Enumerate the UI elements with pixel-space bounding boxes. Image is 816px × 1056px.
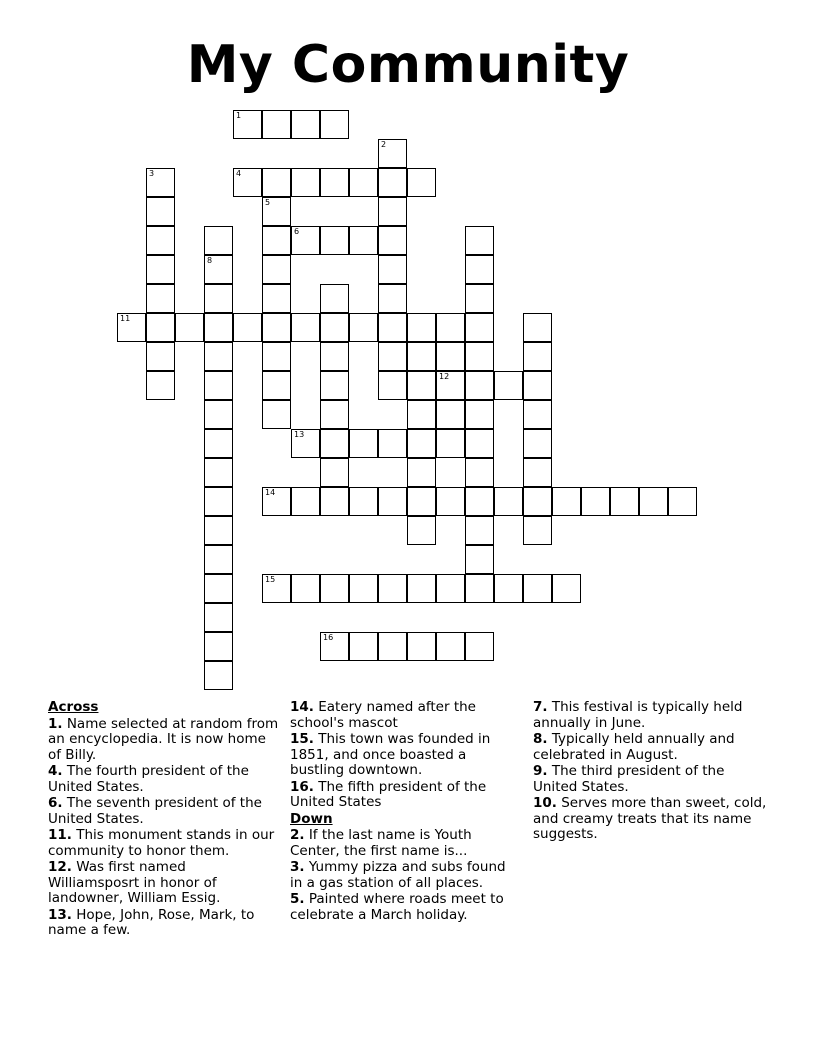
grid-cell[interactable]: [146, 313, 175, 342]
grid-cell[interactable]: [465, 313, 494, 342]
clue-text: Was first named Williamsposrt in honor of landowner, William Essig.: [48, 859, 221, 906]
grid-cell[interactable]: [262, 197, 291, 226]
grid-cell[interactable]: [262, 313, 291, 342]
grid-cell[interactable]: [291, 226, 320, 255]
grid-cell[interactable]: [378, 574, 407, 603]
clue-text: The fifth president of the United States: [290, 778, 487, 810]
grid-cell[interactable]: [523, 342, 552, 371]
grid-cell[interactable]: [146, 168, 175, 197]
grid-cell[interactable]: [320, 168, 349, 197]
grid-cell[interactable]: [465, 632, 494, 661]
clue-across-1: [48, 717, 280, 764]
cell-number: 8: [207, 256, 213, 265]
grid-cell[interactable]: [146, 255, 175, 284]
grid-cell[interactable]: [320, 400, 349, 429]
grid-cell[interactable]: [349, 313, 378, 342]
cell-number: 4: [236, 169, 242, 178]
grid-cell[interactable]: [523, 371, 552, 400]
grid-cell[interactable]: [610, 487, 639, 516]
clue-across-13: [48, 908, 280, 939]
grid-cell[interactable]: [436, 487, 465, 516]
grid-cell[interactable]: [262, 400, 291, 429]
grid-cell[interactable]: [204, 255, 233, 284]
grid-cell[interactable]: [523, 458, 552, 487]
clue-down-9: [533, 764, 768, 795]
clue-number: 5.: [290, 891, 305, 907]
grid-cell[interactable]: [146, 197, 175, 226]
clue-text: Serves more than sweet, cold, and creamy treats that its name suggests.: [533, 795, 767, 842]
clue-down-2: [290, 828, 512, 859]
grid-cell[interactable]: [204, 487, 233, 516]
clue-text: The seventh president of the United States.: [48, 795, 262, 827]
clue-number: 10.: [533, 795, 557, 811]
grid-cell[interactable]: [407, 458, 436, 487]
cell-number: 13: [294, 430, 305, 439]
grid-cell[interactable]: [465, 342, 494, 371]
grid-cell[interactable]: [465, 226, 494, 255]
clue-number: 9.: [533, 763, 548, 779]
grid-cell[interactable]: [378, 284, 407, 313]
clue-across-14: [290, 700, 512, 731]
grid-cell[interactable]: [407, 313, 436, 342]
grid-cell[interactable]: [291, 168, 320, 197]
grid-cell[interactable]: [407, 429, 436, 458]
clue-text: This monument stands in our community to honor them.: [48, 827, 275, 859]
grid-cell[interactable]: [465, 400, 494, 429]
clue-number: 8.: [533, 731, 548, 747]
grid-cell[interactable]: [320, 371, 349, 400]
cell-number: 16: [323, 633, 334, 642]
grid-cell[interactable]: [349, 487, 378, 516]
clue-text: Yummy pizza and subs found in a gas station of all places.: [290, 859, 506, 891]
clue-text: This festival is typically held annually in June.: [533, 699, 743, 731]
grid-cell[interactable]: [436, 400, 465, 429]
grid-cell[interactable]: [378, 197, 407, 226]
clue-number: 15.: [290, 731, 314, 747]
grid-cell[interactable]: [523, 487, 552, 516]
grid-cell[interactable]: [233, 110, 262, 139]
grid-cell[interactable]: [204, 661, 233, 690]
grid-cell[interactable]: [436, 342, 465, 371]
clue-down-3: [290, 860, 512, 891]
grid-cell[interactable]: [204, 632, 233, 661]
grid-cell[interactable]: [378, 342, 407, 371]
grid-cell[interactable]: [436, 371, 465, 400]
grid-cell[interactable]: [262, 255, 291, 284]
clue-number: 7.: [533, 699, 548, 715]
grid-cell[interactable]: [494, 487, 523, 516]
cell-number: 11: [120, 314, 131, 323]
cell-number: 1: [236, 111, 242, 120]
grid-cell[interactable]: [262, 168, 291, 197]
grid-cell[interactable]: [349, 574, 378, 603]
grid-cell[interactable]: [262, 110, 291, 139]
grid-cell[interactable]: [320, 284, 349, 313]
grid-cell[interactable]: [523, 429, 552, 458]
across-heading: Across: [48, 699, 99, 715]
down-heading: Down: [290, 810, 333, 827]
grid-cell[interactable]: [465, 284, 494, 313]
clue-across-15: [290, 732, 512, 779]
clue-down-5: [290, 892, 512, 923]
clue-column-1: [48, 700, 280, 940]
grid-cell[interactable]: [262, 487, 291, 516]
clue-number: 2.: [290, 827, 305, 843]
grid-cell[interactable]: [262, 371, 291, 400]
clue-text: Eatery named after the school's mascot: [290, 699, 476, 731]
grid-cell[interactable]: [465, 516, 494, 545]
grid-cell[interactable]: [262, 342, 291, 371]
grid-cell[interactable]: [204, 458, 233, 487]
grid-cell[interactable]: [204, 574, 233, 603]
grid-cell[interactable]: [204, 429, 233, 458]
clue-across-11: [48, 828, 280, 859]
clue-across-6: [48, 796, 280, 827]
grid-cell[interactable]: [204, 342, 233, 371]
cell-number: 14: [265, 488, 276, 497]
grid-cell[interactable]: [233, 313, 262, 342]
grid-cell[interactable]: [349, 429, 378, 458]
grid-cell[interactable]: [523, 574, 552, 603]
grid-cell[interactable]: [378, 226, 407, 255]
grid-cell[interactable]: [465, 458, 494, 487]
grid-cell[interactable]: [378, 371, 407, 400]
grid-cell[interactable]: [523, 313, 552, 342]
grid-cell[interactable]: [320, 429, 349, 458]
clue-text: The fourth president of the United States.: [48, 763, 249, 795]
grid-cell[interactable]: [465, 429, 494, 458]
grid-cell[interactable]: [494, 574, 523, 603]
grid-cell[interactable]: [436, 632, 465, 661]
grid-cell[interactable]: [146, 226, 175, 255]
grid-cell[interactable]: [291, 110, 320, 139]
grid-cell[interactable]: [204, 226, 233, 255]
cell-number: 12: [439, 372, 450, 381]
grid-cell[interactable]: [407, 516, 436, 545]
clue-across-12: [48, 860, 280, 907]
grid-cell[interactable]: [233, 168, 262, 197]
grid-cell[interactable]: [552, 574, 581, 603]
grid-cell[interactable]: [407, 342, 436, 371]
grid-cell[interactable]: [407, 632, 436, 661]
grid-cell[interactable]: [291, 313, 320, 342]
clue-number: 12.: [48, 859, 72, 875]
grid-cell[interactable]: [320, 574, 349, 603]
clue-down-7: [533, 700, 768, 731]
grid-cell[interactable]: [117, 313, 146, 342]
grid-cell[interactable]: [349, 632, 378, 661]
grid-cell[interactable]: [436, 313, 465, 342]
clue-across-16: [290, 780, 512, 811]
clue-text: Name selected at random from an encyclopedia. It is now home of Billy.: [48, 715, 279, 763]
grid-cell[interactable]: [378, 313, 407, 342]
clue-text: The third president of the United States.: [533, 763, 725, 795]
grid-cell[interactable]: [146, 284, 175, 313]
grid-cell[interactable]: [175, 313, 204, 342]
grid-cell[interactable]: [204, 371, 233, 400]
clue-number: 1.: [48, 715, 63, 732]
grid-cell[interactable]: [378, 139, 407, 168]
clue-number: 6.: [48, 795, 63, 811]
grid-cell[interactable]: [204, 545, 233, 574]
grid-cell[interactable]: [407, 371, 436, 400]
grid-cell[interactable]: [581, 487, 610, 516]
grid-cell[interactable]: [639, 487, 668, 516]
grid-cell[interactable]: [407, 574, 436, 603]
clue-column-3: [533, 700, 768, 844]
clue-down-8: [533, 732, 768, 763]
grid-cell[interactable]: [407, 400, 436, 429]
grid-cell[interactable]: [291, 574, 320, 603]
clue-text: Typically held annually and celebrated in August.: [533, 731, 735, 763]
grid-cell[interactable]: [436, 429, 465, 458]
grid-cell[interactable]: [291, 429, 320, 458]
grid-cell[interactable]: [552, 487, 581, 516]
grid-cell[interactable]: [465, 487, 494, 516]
grid-cell[interactable]: [204, 603, 233, 632]
cell-number: 5: [265, 198, 271, 207]
clue-text: Hope, John, Rose, Mark, to name a few.: [48, 906, 255, 938]
grid-cell[interactable]: [407, 487, 436, 516]
clue-number: 16.: [290, 778, 314, 795]
grid-cell[interactable]: [378, 487, 407, 516]
grid-cell[interactable]: [668, 487, 697, 516]
grid-cell[interactable]: [407, 168, 436, 197]
grid-cell[interactable]: [378, 255, 407, 284]
grid-cell[interactable]: [262, 574, 291, 603]
cell-number: 2: [381, 140, 387, 149]
clue-text: This town was founded in 1851, and once boasted a bustling downtown.: [290, 731, 491, 778]
grid-cell[interactable]: [262, 226, 291, 255]
grid-cell[interactable]: [146, 371, 175, 400]
grid-cell[interactable]: [465, 545, 494, 574]
grid-cell[interactable]: [291, 487, 320, 516]
grid-cell[interactable]: [320, 313, 349, 342]
grid-cell[interactable]: [320, 110, 349, 139]
clue-number: 13.: [48, 906, 72, 923]
grid-cell[interactable]: [349, 168, 378, 197]
grid-cell[interactable]: [378, 429, 407, 458]
grid-cell[interactable]: [146, 342, 175, 371]
grid-cell[interactable]: [204, 516, 233, 545]
page-title: My Community: [186, 35, 630, 95]
grid-cell[interactable]: [436, 574, 465, 603]
grid-cell[interactable]: [465, 255, 494, 284]
clue-number: 14.: [290, 699, 314, 715]
grid-cell[interactable]: [320, 632, 349, 661]
grid-cell[interactable]: [494, 371, 523, 400]
grid-cell[interactable]: [320, 458, 349, 487]
grid-cell[interactable]: [523, 516, 552, 545]
grid-cell[interactable]: [378, 632, 407, 661]
clue-across-4: [48, 764, 280, 795]
grid-cell[interactable]: [204, 284, 233, 313]
grid-cell[interactable]: [320, 226, 349, 255]
grid-cell[interactable]: [204, 313, 233, 342]
clue-number: 11.: [48, 827, 72, 843]
cell-number: 15: [265, 575, 276, 584]
grid-cell[interactable]: [262, 284, 291, 313]
grid-cell[interactable]: [320, 342, 349, 371]
grid-cell[interactable]: [523, 400, 552, 429]
grid-cell[interactable]: [465, 371, 494, 400]
clue-text: Painted where roads meet to celebrate a March holiday.: [290, 891, 504, 923]
cell-number: 3: [149, 169, 155, 178]
clue-text: If the last name is Youth Center, the first name is...: [290, 827, 472, 859]
grid-cell[interactable]: [465, 574, 494, 603]
clue-column-2: [290, 700, 512, 924]
cell-number: 6: [294, 227, 300, 236]
grid-cell[interactable]: [204, 400, 233, 429]
grid-cell[interactable]: [349, 226, 378, 255]
grid-cell[interactable]: [320, 487, 349, 516]
clue-number: 3.: [290, 859, 305, 875]
clue-down-10: [533, 796, 768, 843]
clue-number: 4.: [48, 763, 63, 779]
grid-cell[interactable]: [378, 168, 407, 197]
